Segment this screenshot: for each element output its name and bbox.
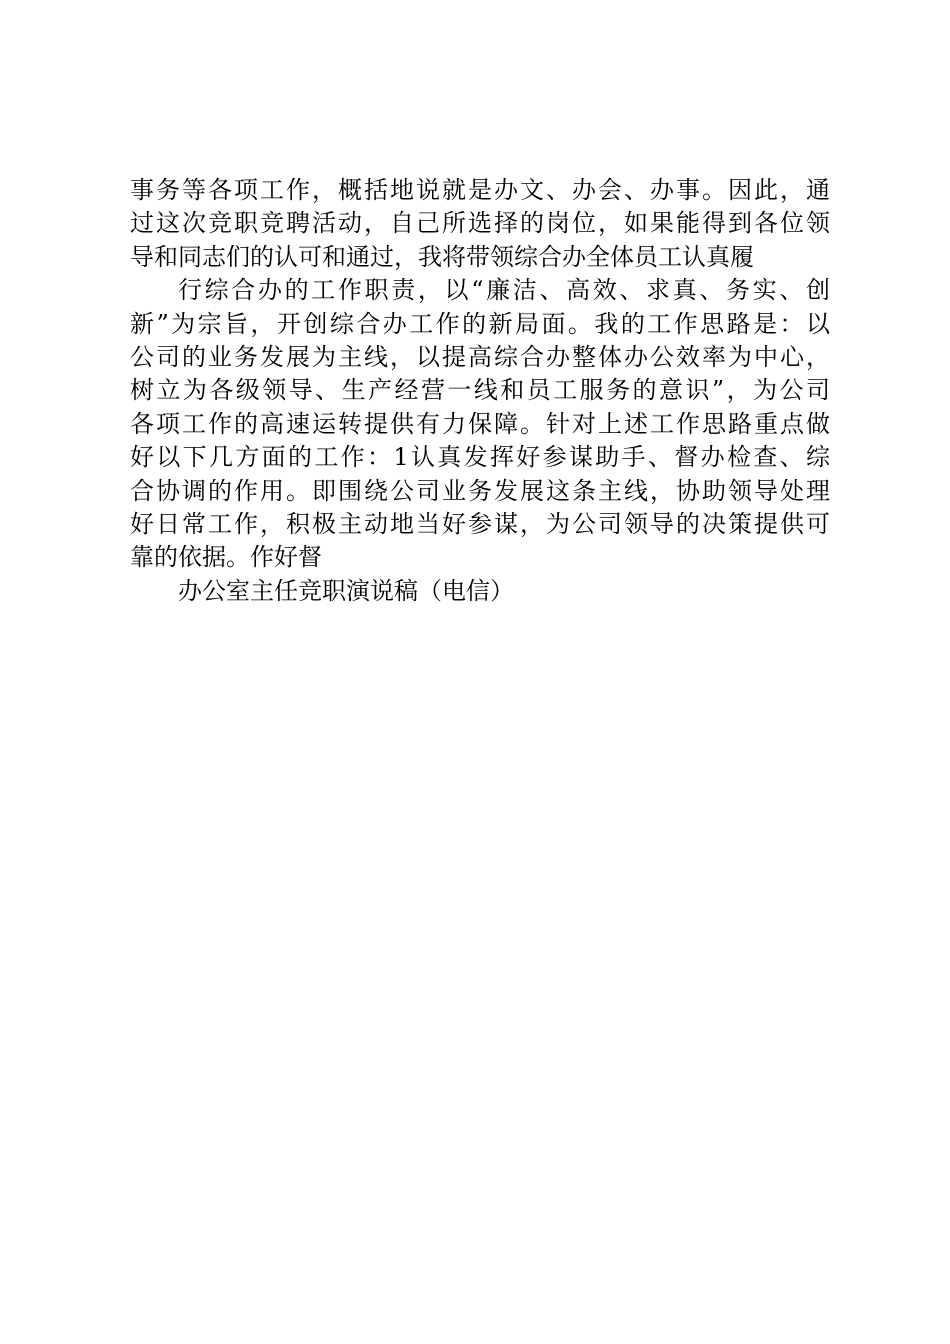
text-line: 树立为各级领导、生产经营一线和员工服务的意识”，为公司 — [130, 376, 830, 405]
text-line: 事务等各项工作，概括地说就是办文、办会、办事。因此，通 — [130, 176, 830, 204]
text-line: 各项工作的高速运转提供有力保障。针对上述工作思路重点做 — [130, 409, 830, 438]
document-body — [130, 174, 830, 608]
text-line: 公司的业务发展为主线，以提高综合办整体办公效率为中心， — [130, 342, 830, 371]
text-line: 过这次竞职竞聘活动，自己所选择的岗位，如果能得到各位领 — [130, 209, 830, 238]
text-line: 好以下几方面的工作：1认真发挥好参谋助手、督办检查、综 — [130, 443, 830, 472]
text-line: 新”为宗旨，开创综合办工作的新局面。我的工作思路是：以 — [130, 309, 830, 338]
text-line: 导和同志们的认可和通过，我将带领综合办全体员工认真履 — [130, 242, 754, 271]
text-line: 行综合办的工作职责，以“廉洁、高效、求真、务实、创 — [178, 276, 830, 305]
paragraph-3 — [130, 575, 830, 608]
paragraph-1 — [130, 174, 830, 274]
paragraph-2 — [130, 274, 830, 575]
document-title-line: 办公室主任竞职演说稿（电信） — [178, 576, 514, 605]
text-line: 靠的依据。作好督 — [130, 543, 322, 572]
text-line: 好日常工作，积极主动地当好参谋，为公司领导的决策提供可 — [130, 509, 830, 538]
text-line: 合协调的作用。即围绕公司业务发展这条主线，协助领导处理 — [130, 476, 830, 505]
